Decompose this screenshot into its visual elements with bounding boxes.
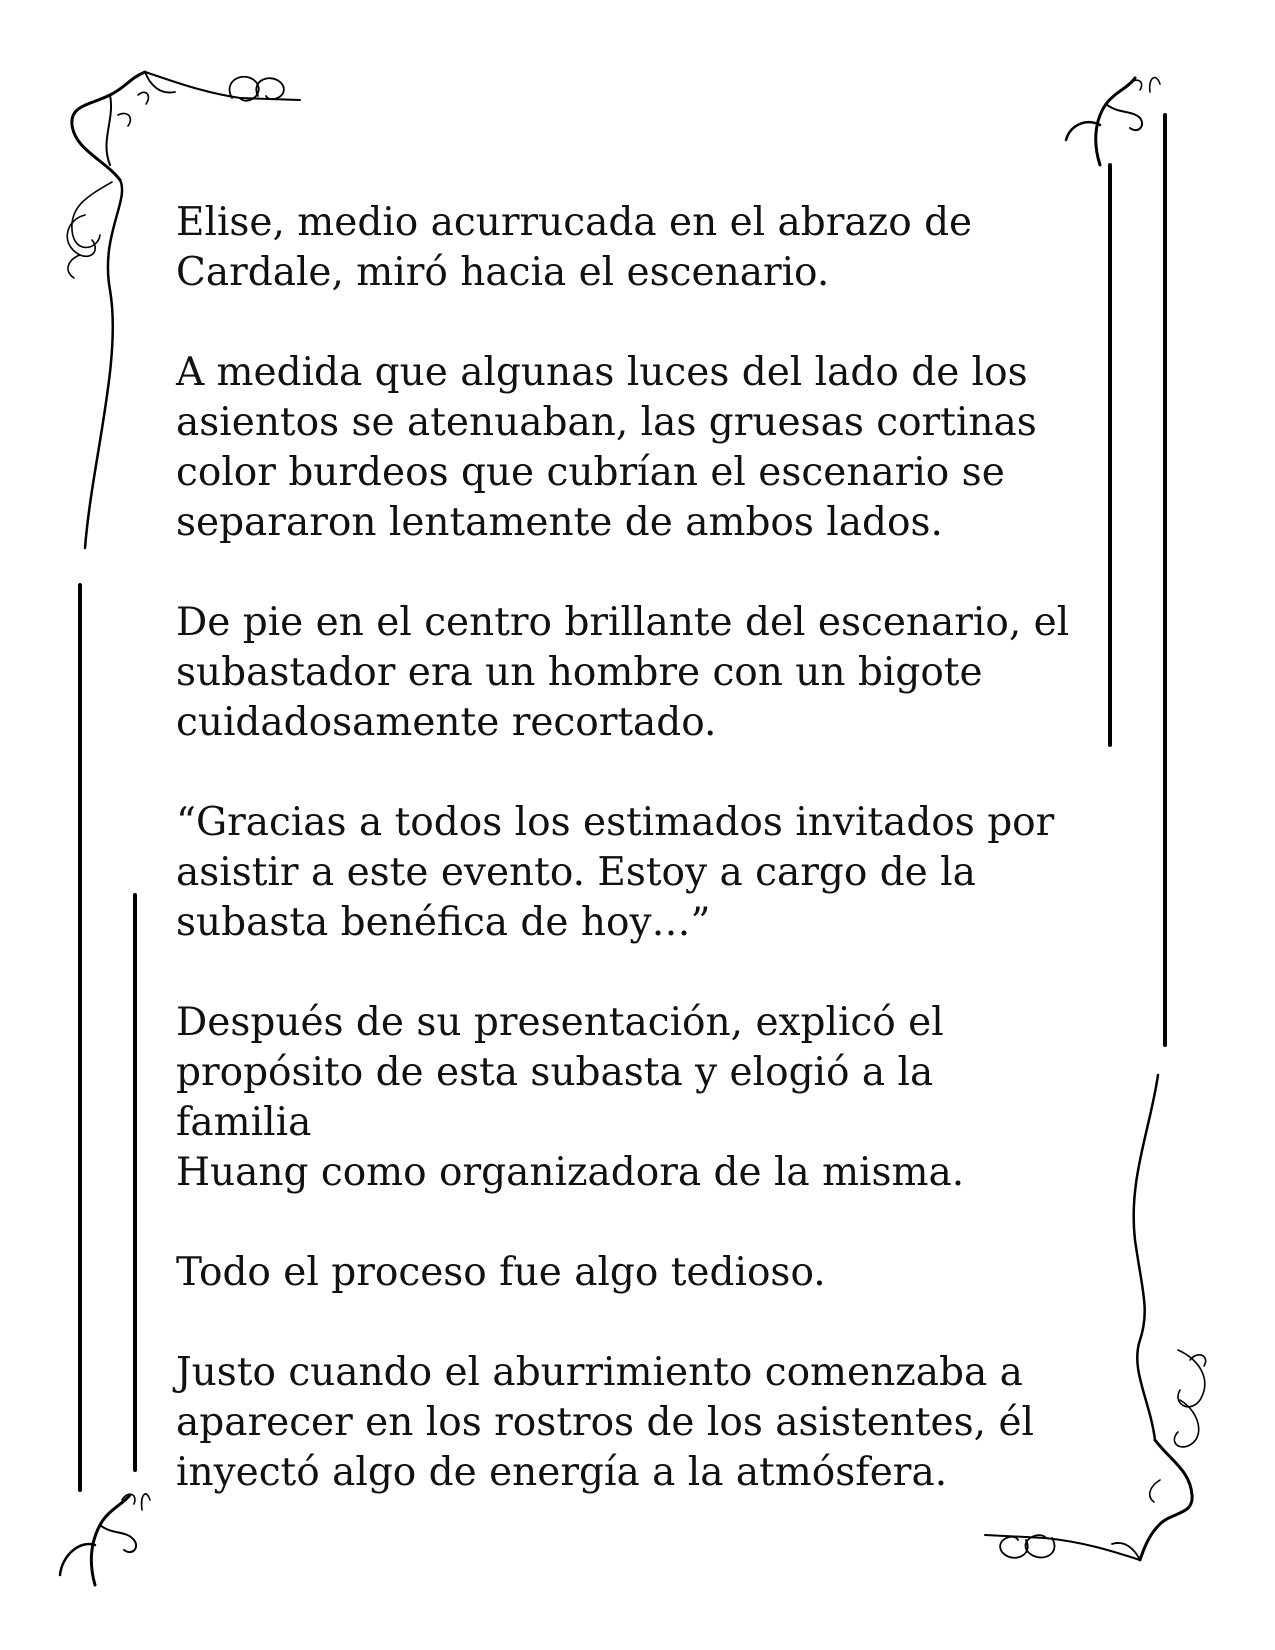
paragraph-6: Todo el proceso fue algo tedioso. <box>176 1250 826 1295</box>
flourish-bottom-left-icon <box>60 1494 150 1585</box>
paragraph-3: De pie en el centro brillante del escenario, el subastador era un hombre con un bigote cuidadosamente recortado. <box>176 600 1070 745</box>
paragraph-5: Después de su presentación, explicó el propósito de esta subasta y elogió a la familia Huang como organizadora de la misma. <box>176 1000 965 1195</box>
paragraph-4: “Gracias a todos los estimados invitados por asistir a este evento. Estoy a cargo de la subasta benéfica de hoy…” <box>176 800 1055 945</box>
paragraph-1: Elise, medio acurrucada en el abrazo de Cardale, miró hacia el escenario. <box>176 200 973 295</box>
story-text <box>176 198 1076 1548</box>
paragraph-7: Justo cuando el aburrimiento comenzaba a aparecer en los rostros de los asistentes, él inyectó algo de energía a la atmósfera. <box>176 1350 1034 1495</box>
paragraph-2: A medida que algunas luces del lado de los asientos se atenuaban, las gruesas cortinas color burdeos que cubrían el escenario se separaron lentamente de ambos lados. <box>176 350 1037 545</box>
flourish-top-right-icon <box>1066 78 1160 165</box>
